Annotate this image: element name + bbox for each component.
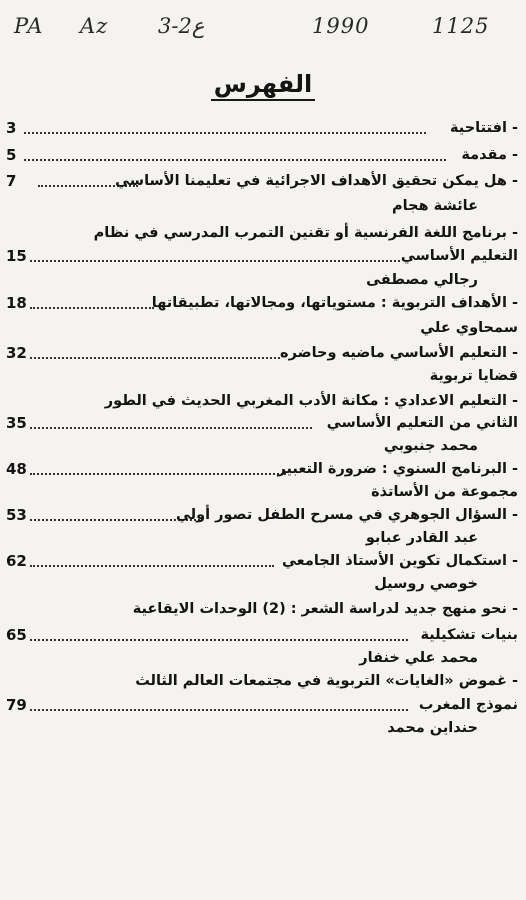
page-title: الفهرس [213,70,313,98]
toc-page-number: 15 [6,247,27,265]
toc-page-number: 53 [6,506,27,524]
toc-author: خوصي روسيل [374,576,478,592]
toc-entry-9 [6,502,518,528]
toc-entry-5 [6,290,518,316]
toc-entry-title: - السؤال الجوهري في مسرح الطفل تصور أولي [175,507,518,523]
dot-leader [30,709,408,711]
toc-page-number: 7 [6,172,17,190]
toc-author: حنداين محمد [387,720,478,736]
toc-entry-title: - التعليم الأساسي ماضيه وحاضره [280,345,518,361]
toc-page-number: 35 [6,414,27,432]
toc-entry-title: - هل يمكن تحقيق الأهداف الاجرائية في تعليمنا الأساسي [115,173,518,189]
toc-entry-title: - غموض «الغايات» التربوية في مجتمعات العالم الثالث [135,673,518,689]
toc-entry-1 [6,115,518,141]
toc-page-number: 65 [6,626,27,644]
toc-entry-12-cont [6,692,518,718]
toc-entry-title: - التعليم الاعدادي : مكانة الأدب المغربي الحديث في الطور [104,393,518,409]
toc-author: محمد جنبوبي [383,438,478,454]
toc-page-number: 79 [6,696,27,714]
toc-page-number: 18 [6,294,27,312]
toc-entry-3 [6,168,518,194]
toc-author: سمحاوي علي [420,320,518,336]
toc-section-label: قضايا تربوية [429,368,518,384]
dot-leader [30,519,200,521]
dot-leader [30,639,408,641]
toc-author: عائشة هجام [392,198,478,214]
toc-entry-title: - الأهداف التربوية : مستوياتها، ومجالاتها، تطبيقاتها [151,295,518,311]
handwritten-note-year: 1990 [312,14,370,38]
handwritten-note-2: Az [80,14,109,38]
toc-entry-title: - برنامج اللغة الفرنسية أو تقنين التمرب المدرسي في نظام [93,225,518,241]
dot-leader [24,132,426,134]
toc-author: رجالي مصطفى [366,272,478,288]
toc-entry-title: - مقدمة [461,147,518,163]
toc-entry-title: - نحو منهج جديد لدراسة الشعر : (2) الوحدات الايقاعية [132,601,518,617]
toc-entry-title: - افتتاحية [450,120,518,136]
toc-page-number: 3 [6,119,17,137]
toc-entry-title-continued: بنيات تشكيلية [420,627,518,643]
toc-entry-8 [6,456,518,482]
toc-entry-12 [6,668,518,694]
toc-entry-title-continued: التعليم الأساسي [400,248,518,264]
handwritten-note-5: 1125 [432,14,490,38]
toc-entry-6 [6,340,518,366]
dot-leader [30,260,400,262]
toc-entry-4-cont [6,243,518,269]
dot-leader [24,159,446,161]
dot-leader [30,307,154,309]
toc-entry-title: - البرنامج السنوي : ضرورة التعبير [277,461,518,477]
toc-author: عبد القادر عبابو [365,530,478,546]
toc-entry-11 [6,596,518,622]
toc-entry-10 [6,548,518,574]
handwritten-note-3: 3-2ع [158,14,205,38]
toc-author: مجموعة من الأساتذة [371,484,518,500]
toc-page-number: 32 [6,344,27,362]
toc-entry-title-continued: نموذج المغرب [418,697,518,713]
dot-leader [30,427,312,429]
toc-author: محمد علي خنفار [359,650,478,666]
toc-entry-7-cont [6,410,518,436]
toc-entry-2 [6,142,518,168]
toc-entry-title: - استكمال تكوين الأستاذ الجامعي [282,553,518,569]
toc-page-number: 62 [6,552,27,570]
toc-entry-11-cont [6,622,518,648]
dot-leader [30,473,286,475]
toc-entry-title-continued: الثاني من التعليم الأساسي [326,415,518,431]
toc-page-number: 48 [6,460,27,478]
toc-page-number: 5 [6,146,17,164]
dot-leader [30,565,274,567]
dot-leader [30,357,280,359]
handwritten-note-1: PA [14,14,44,38]
